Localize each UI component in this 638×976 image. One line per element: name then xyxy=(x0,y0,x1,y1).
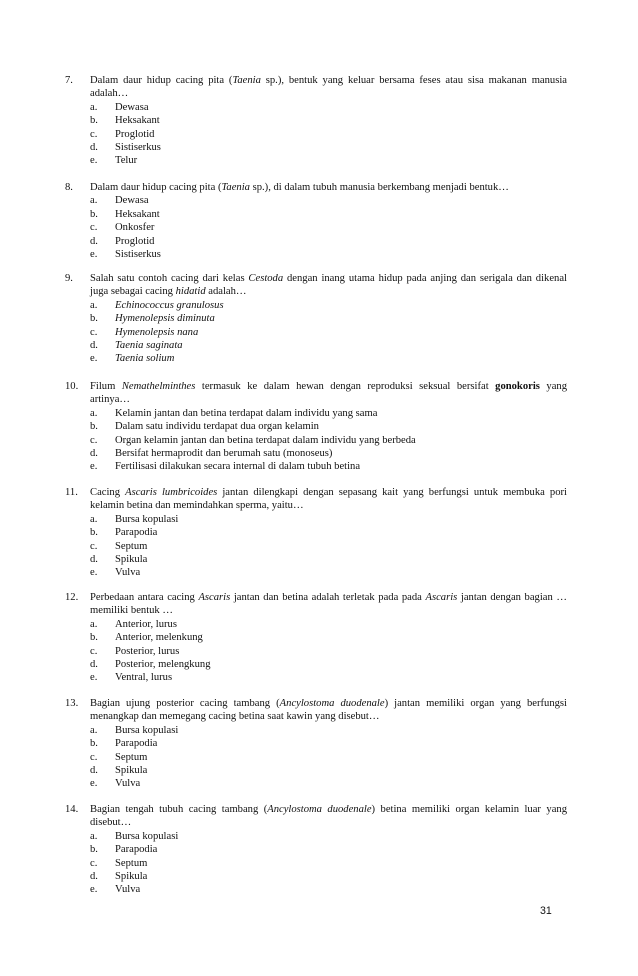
option-letter: a. xyxy=(90,618,98,630)
option-list xyxy=(65,299,567,366)
answer-option xyxy=(65,764,567,777)
question-stem xyxy=(65,803,567,830)
option-letter: d. xyxy=(90,448,98,460)
answer-option xyxy=(65,857,567,870)
answer-option xyxy=(65,553,567,566)
question-number: 12. xyxy=(65,592,79,603)
option-text: Septum xyxy=(115,751,148,763)
question-stem xyxy=(65,181,567,194)
question-item xyxy=(65,803,567,897)
question-text: jantan dengan bagian … memiliki bentuk … xyxy=(90,592,567,617)
option-text: Organ kelamin jantan dan betina terdapat dalam individu yang berbeda xyxy=(115,434,416,446)
answer-option xyxy=(65,777,567,790)
answer-option xyxy=(65,631,567,644)
option-letter: b. xyxy=(90,208,98,220)
question-text: Ancylostoma duodenale xyxy=(279,698,385,709)
option-text: Spikula xyxy=(115,765,148,777)
option-letter: a. xyxy=(90,195,98,207)
option-text: Bersifat hermaprodit dan berumah satu (monoseus) xyxy=(115,448,333,460)
option-text: Echinococcus granulosus xyxy=(115,299,224,311)
answer-option xyxy=(65,326,567,339)
answer-option xyxy=(65,235,567,248)
question-stem xyxy=(65,697,567,724)
answer-option xyxy=(65,447,567,460)
option-text: Ventral, lurus xyxy=(115,672,173,684)
answer-option xyxy=(65,128,567,141)
page-number: 31 xyxy=(540,905,552,917)
option-letter: b. xyxy=(90,421,98,433)
answer-option xyxy=(65,645,567,658)
option-text: Anterior, lurus xyxy=(115,618,177,630)
option-list xyxy=(65,407,567,474)
question-text: Taenia xyxy=(221,182,250,193)
option-letter: e. xyxy=(90,778,98,790)
question-text: Bagian tengah tubuh cacing tambang ( xyxy=(90,804,268,815)
answer-option xyxy=(65,513,567,526)
answer-option xyxy=(65,870,567,883)
question-text: sp.), bentuk yang keluar bersama feses atau sisa makanan manusia adalah… xyxy=(90,75,567,100)
question-item xyxy=(65,74,567,168)
option-letter: c. xyxy=(90,326,98,338)
option-text: Dalam satu individu terdapat dua organ kelamin xyxy=(115,421,319,433)
question-text: Dalam daur hidup cacing pita ( xyxy=(90,75,233,86)
option-letter: d. xyxy=(90,871,98,883)
answer-option xyxy=(65,114,567,127)
answer-option xyxy=(65,352,567,365)
option-letter: b. xyxy=(90,115,98,127)
question-text: Filum xyxy=(90,381,122,392)
option-letter: e. xyxy=(90,353,98,365)
answer-option xyxy=(65,221,567,234)
question-text: jantan dan betina adalah terletak pada pada xyxy=(230,592,426,603)
option-letter: d. xyxy=(90,554,98,566)
option-text: Dewasa xyxy=(115,195,149,207)
answer-option xyxy=(65,540,567,553)
question-text: Ascaris lumbricoides xyxy=(125,487,218,498)
option-text: Septum xyxy=(115,540,148,552)
option-letter: e. xyxy=(90,249,98,261)
option-text: Kelamin jantan dan betina terdapat dalam individu yang sama xyxy=(115,407,378,419)
option-text: Bursa kopulasi xyxy=(115,724,179,736)
option-letter: b. xyxy=(90,738,98,750)
question-text: Taenia xyxy=(232,75,261,86)
question-stem xyxy=(65,272,567,299)
question-number: 7. xyxy=(65,75,73,86)
answer-option xyxy=(65,312,567,325)
question-stem xyxy=(65,74,567,101)
question-text: Ascaris xyxy=(198,592,231,603)
option-text: Parapodia xyxy=(115,844,158,856)
answer-option xyxy=(65,724,567,737)
option-text: Heksakant xyxy=(115,115,160,127)
option-text: Vulva xyxy=(115,778,141,790)
question-text: hidatid xyxy=(175,286,206,298)
option-text: Anterior, melenkung xyxy=(115,632,203,644)
answer-option xyxy=(65,299,567,312)
option-letter: a. xyxy=(90,299,98,311)
question-text: dengan inang utama hidup pada anjing dan serigala dan dikenal juga sebagai cacing xyxy=(90,273,567,298)
option-text: Septum xyxy=(115,857,148,869)
answer-option xyxy=(65,194,567,207)
option-letter: c. xyxy=(90,645,98,657)
option-text: Hymenolepsis nana xyxy=(115,326,199,338)
question-text: Perbedaan antara cacing xyxy=(90,592,199,603)
question-item xyxy=(65,272,567,366)
option-letter: b. xyxy=(90,313,98,325)
option-text: Parapodia xyxy=(115,527,158,539)
option-letter: a. xyxy=(90,407,98,419)
option-list xyxy=(65,618,567,685)
answer-option xyxy=(65,737,567,750)
option-letter: c. xyxy=(90,751,98,763)
option-text: Sistiserkus xyxy=(115,249,161,261)
option-text: Dewasa xyxy=(115,101,149,113)
answer-option xyxy=(65,208,567,221)
question-text: Bagian ujung posterior cacing tambang ( xyxy=(90,698,280,709)
question-text: ) jantan memiliki organ yang berfungsi menangkap dan memegang cacing betina saat kawin yang disebut… xyxy=(90,698,567,723)
question-stem xyxy=(65,486,567,513)
question-text: Cestoda xyxy=(248,273,284,284)
question-item xyxy=(65,380,567,474)
option-text: Spikula xyxy=(115,871,148,883)
question-text: sp.), di dalam tubuh manusia berkembang menjadi bentuk… xyxy=(249,182,509,193)
option-letter: e. xyxy=(90,155,98,167)
option-letter: c. xyxy=(90,434,98,446)
answer-option xyxy=(65,843,567,856)
question-text: yang artinya… xyxy=(90,381,567,406)
option-list xyxy=(65,724,567,791)
option-letter: d. xyxy=(90,340,98,352)
option-letter: b. xyxy=(90,844,98,856)
question-text: Dalam daur hidup cacing pita ( xyxy=(90,182,222,193)
question-text: Ancylostoma duodenale xyxy=(267,804,372,815)
option-letter: c. xyxy=(90,222,98,234)
answer-option xyxy=(65,407,567,420)
question-text: adalah… xyxy=(205,286,247,298)
option-text: Telur xyxy=(115,155,138,167)
answer-option xyxy=(65,883,567,896)
option-letter: a. xyxy=(90,101,98,113)
option-letter: a. xyxy=(90,724,98,736)
answer-option xyxy=(65,339,567,352)
question-text: ) betina memiliki organ kelamin luar yang disebut… xyxy=(90,804,567,829)
option-text: Vulva xyxy=(115,884,141,896)
question-number: 11. xyxy=(65,487,78,498)
question-text: termasuk ke dalam hewan dengan reproduksi seksual bersifat xyxy=(195,381,496,392)
answer-option xyxy=(65,618,567,631)
option-text: Posterior, lurus xyxy=(115,645,180,657)
option-letter: e. xyxy=(90,567,98,579)
option-text: Bursa kopulasi xyxy=(115,513,179,525)
option-text: Heksakant xyxy=(115,208,160,220)
question-item xyxy=(65,697,567,791)
answer-option xyxy=(65,101,567,114)
option-letter: d. xyxy=(90,235,98,247)
answer-option xyxy=(65,658,567,671)
question-text: gonokoris xyxy=(495,381,540,392)
answer-option xyxy=(65,830,567,843)
option-letter: e. xyxy=(90,461,98,473)
option-list xyxy=(65,513,567,580)
question-text: Salah satu contoh cacing dari kelas xyxy=(90,273,249,284)
option-list xyxy=(65,194,567,261)
question-number: 9. xyxy=(65,273,73,284)
option-letter: a. xyxy=(90,830,98,842)
question-item xyxy=(65,181,567,261)
question-number: 14. xyxy=(65,804,79,815)
option-text: Fertilisasi dilakukan secara internal di dalam tubuh betina xyxy=(115,461,361,473)
answer-option xyxy=(65,460,567,473)
option-letter: c. xyxy=(90,857,98,869)
option-text: Posterior, melengkung xyxy=(115,659,211,671)
answer-option xyxy=(65,751,567,764)
option-letter: c. xyxy=(90,128,98,140)
question-number: 10. xyxy=(65,381,79,392)
question-text: jantan dilengkapi dengan sepasang kait yang berfungsi untuk membuka pori kelamin betina dan memindahkan sperma, yaitu… xyxy=(90,487,567,512)
option-list xyxy=(65,830,567,897)
option-letter: b. xyxy=(90,632,98,644)
question-stem xyxy=(65,380,567,407)
answer-option xyxy=(65,526,567,539)
answer-option xyxy=(65,671,567,684)
question-text: Cacing xyxy=(90,487,126,498)
option-letter: a. xyxy=(90,513,98,525)
option-text: Proglotid xyxy=(115,128,155,140)
question-stem xyxy=(65,591,567,618)
question-item xyxy=(65,486,567,580)
option-text: Taenia saginata xyxy=(115,340,183,352)
option-letter: c. xyxy=(90,540,98,552)
question-text: Ascaris xyxy=(425,592,458,603)
option-letter: e. xyxy=(90,884,98,896)
question-number: 8. xyxy=(65,182,73,193)
option-list xyxy=(65,101,567,168)
answer-option xyxy=(65,141,567,154)
option-letter: d. xyxy=(90,659,98,671)
option-text: Onkosfer xyxy=(115,222,155,234)
option-text: Proglotid xyxy=(115,235,155,247)
option-text: Vulva xyxy=(115,567,141,579)
option-text: Taenia solium xyxy=(115,353,175,365)
option-text: Hymenolepsis diminuta xyxy=(115,313,215,325)
option-letter: e. xyxy=(90,672,98,684)
answer-option xyxy=(65,566,567,579)
question-item xyxy=(65,591,567,685)
answer-option xyxy=(65,154,567,167)
option-text: Sistiserkus xyxy=(115,142,161,154)
question-text: Nemathelminthes xyxy=(121,381,196,392)
option-text: Parapodia xyxy=(115,738,158,750)
option-text: Spikula xyxy=(115,554,148,566)
answer-option xyxy=(65,434,567,447)
option-letter: d. xyxy=(90,765,98,777)
option-text: Bursa kopulasi xyxy=(115,830,179,842)
answer-option xyxy=(65,248,567,261)
option-letter: d. xyxy=(90,142,98,154)
option-letter: b. xyxy=(90,527,98,539)
answer-option xyxy=(65,420,567,433)
question-number: 13. xyxy=(65,698,79,709)
